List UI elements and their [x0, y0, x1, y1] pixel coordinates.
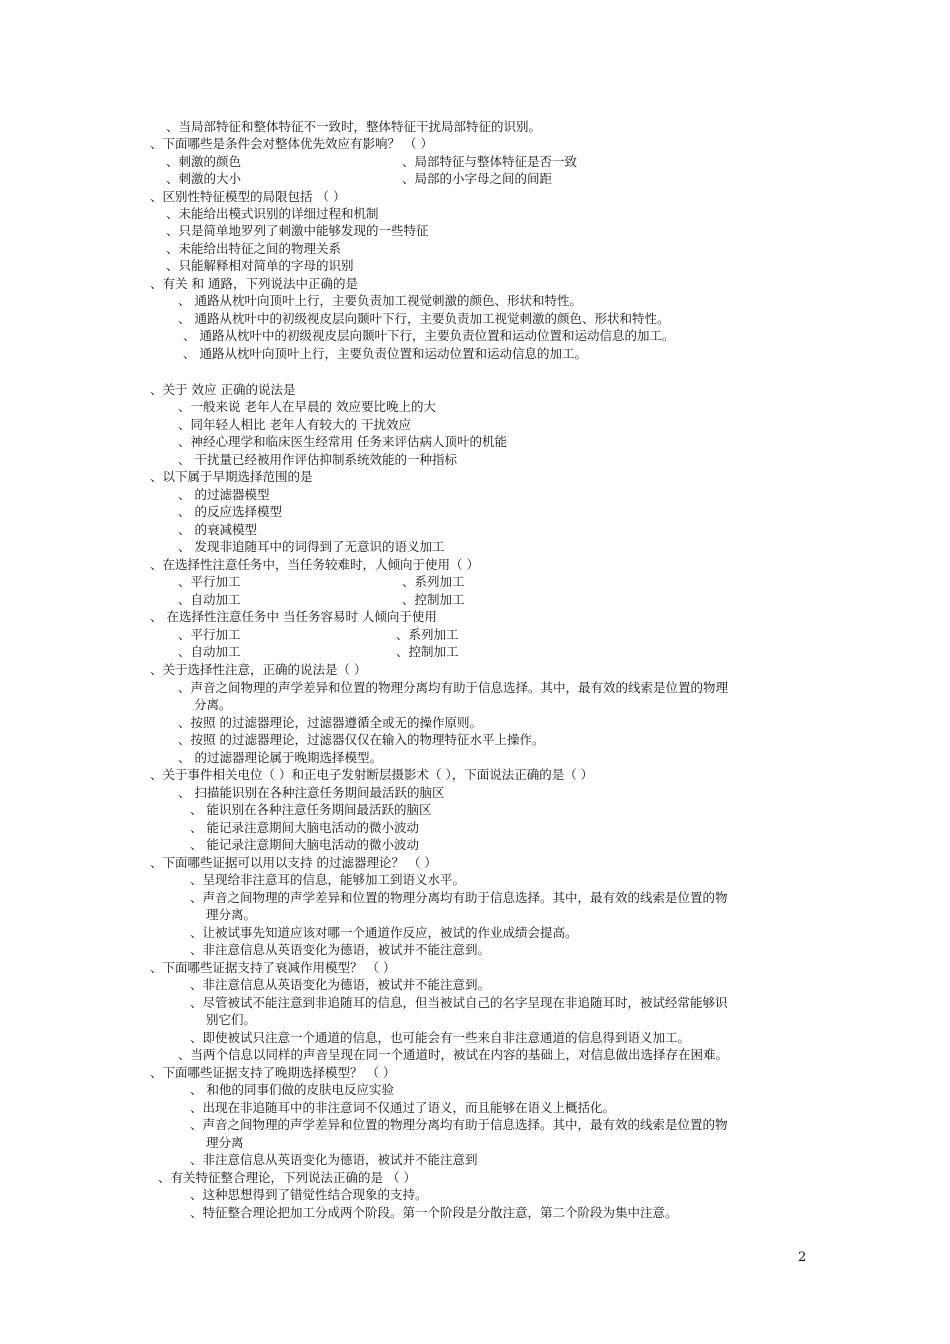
option: 、自动加工 [178, 592, 241, 607]
option-continued: 理分离。 [206, 907, 257, 922]
question: 、有关特征整合理论，下列说法正确的是 （ ） [158, 1170, 416, 1185]
option: 、出现在非追随耳中的非注意词不仅通过了语义，而且能够在语义上概括化。 [190, 1100, 616, 1115]
option: 、平行加工 [178, 574, 241, 589]
option: 、局部的小字母之间的间距 [402, 171, 553, 186]
option: 、非注意信息从英语变化为德语，被试并不能注意到。 [190, 942, 491, 957]
question: 、下面哪些是条件会对整体优先效应有影响？ （ ） [150, 136, 433, 151]
option: 、让被试事先知道应该对哪一个通道作反应，被试的作业成绩会提高。 [190, 925, 578, 940]
option: 、 发现非追随耳中的词得到了无意识的语义加工 [178, 539, 445, 554]
option: 、 的过滤器模型 [178, 487, 270, 502]
option: 、这种思想得到了错觉性结合现象的支持。 [190, 1187, 428, 1202]
option: 、未能给出特征之间的物理关系 [166, 241, 342, 256]
option: 、声音之间物理的声学差异和位置的物理分离均有助于信息选择。其中，最有效的线索是位置的物理 [178, 680, 729, 695]
option: 、系列加工 [396, 627, 459, 642]
question: 、以下属于早期选择范围的是 [150, 469, 313, 484]
option: 、 的过滤器理论属于晚期选择模型。 [178, 750, 382, 765]
option: 、按照 的过滤器理论，过滤器仅仅在输入的物理特征水平上操作。 [178, 732, 545, 747]
option: 、当两个信息以同样的声音呈现在同一个通道时，被试在内容的基础上，对信息做出选择存在困难。 [178, 1047, 729, 1062]
option: 、 通路从枕叶中的初级视皮层向颞叶下行，主要负责位置和运动位置和运动信息的加工。 [183, 328, 675, 343]
option: 、同年轻人相比 老年人有较大的 干扰效应 [178, 417, 411, 432]
question: 、区别性特征模型的局限包括 （ ） [150, 189, 346, 204]
page-number: 2 [798, 1250, 807, 1265]
option-continued: 别它们。 [206, 1012, 257, 1027]
option: 、 能记录注意期间大脑电活动的微小波动 [190, 820, 419, 835]
option: 、 能识别在各种注意任务期间最活跃的脑区 [190, 802, 432, 817]
option: 、刺激的大小 [166, 171, 242, 186]
option: 、控制加工 [396, 644, 459, 659]
option: 、 扫描能识别在各种注意任务期间最活跃的脑区 [178, 785, 445, 800]
option: 、 的衰减模型 [178, 522, 257, 537]
option: 、非注意信息从英语变化为德语，被试并不能注意到 [190, 1152, 478, 1167]
question: 、在选择性注意任务中，当任务较难时，人倾向于使用（ ） [150, 557, 479, 572]
option: 、 能记录注意期间大脑电活动的微小波动 [190, 837, 419, 852]
option: 、呈现给非注意耳的信息，能够加工到语义水平。 [190, 872, 466, 887]
option: 、声音之间物理的声学差异和位置的物理分离均有助于信息选择。其中，最有效的线索是位置的物 [190, 890, 728, 905]
question: 、 在选择性注意任务中 当任务容易时 人倾向于使用 [150, 609, 437, 624]
option: 、非注意信息从英语变化为德语，被试并不能注意到。 [190, 977, 491, 992]
option: 、只是简单地罗列了刺激中能够发现的一些特征 [166, 223, 429, 238]
option: 、控制加工 [402, 592, 465, 607]
option: 、 和他的同事们做的皮肤电反应实验 [190, 1082, 394, 1097]
option-continued: 理分离 [206, 1135, 244, 1150]
question: 、下面哪些证据支持了晚期选择模型？ （ ） [150, 1065, 396, 1080]
option: 、 通路从枕叶向顶叶上行，主要负责位置和运动位置和运动信息的加工。 [183, 346, 587, 361]
option: 、平行加工 [178, 627, 241, 642]
question: 、下面哪些证据支持了衰减作用模型？ （ ） [150, 960, 396, 975]
option-continued: 分离。 [194, 697, 232, 712]
option: 、只能解释相对简单的字母的识别 [166, 258, 354, 273]
option: 、 通路从枕叶向顶叶上行，主要负责加工视觉刺激的颜色、形状和特性。 [178, 293, 582, 308]
option: 、自动加工 [178, 644, 241, 659]
option: 、尽管被试不能注意到非追随耳的信息，但当被试自己的名字呈现在非追随耳时，被试经常能够识 [190, 995, 728, 1010]
option: 、系列加工 [402, 574, 465, 589]
option: 、声音之间物理的声学差异和位置的物理分离均有助于信息选择。其中，最有效的线索是位置的物 [190, 1117, 728, 1132]
option: 、未能给出模式识别的详细过程和机制 [166, 206, 379, 221]
option: 、局部特征与整体特征是否一致 [402, 154, 578, 169]
option: 、一般来说 老年人在早晨的 效应要比晚上的大 [178, 399, 436, 414]
option: 、按照 的过滤器理论，过滤器遵循全或无的操作原则。 [178, 715, 482, 730]
option: 、 通路从枕叶中的初级视皮层向颞叶下行，主要负责加工视觉刺激的颜色、形状和特性。 [178, 311, 670, 326]
option: 、即使被试只注意一个通道的信息，也可能会有一些来自非注意通道的信息得到语义加工。 [190, 1030, 691, 1045]
text-line: 、当局部特征和整体特征不一致时，整体特征干扰局部特征的识别。 [166, 119, 542, 134]
option: 、神经心理学和临床医生经常用 任务来评估病人顶叶的机能 [178, 434, 507, 449]
question: 、有关 和 通路，下列说法中正确的是 [150, 276, 358, 291]
question: 、关于事件相关电位（ ）和正电子发射断层摄影术（ ），下面说法正确的是（ ） [150, 767, 594, 782]
question: 、关于 效应 正确的说法是 [150, 382, 296, 397]
option: 、 干扰量已经被用作评估抑制系统效能的一种指标 [178, 452, 457, 467]
question: 、下面哪些证据可以用以支持 的过滤器理论？ （ ） [150, 855, 437, 870]
option: 、刺激的颜色 [166, 154, 242, 169]
question: 、关于选择性注意，正确的说法是（ ） [150, 662, 367, 677]
option: 、 的反应选择模型 [178, 504, 282, 519]
option: 、特征整合理论把加工分成两个阶段。第一个阶段是分散注意，第二个阶段为集中注意。 [190, 1205, 678, 1220]
